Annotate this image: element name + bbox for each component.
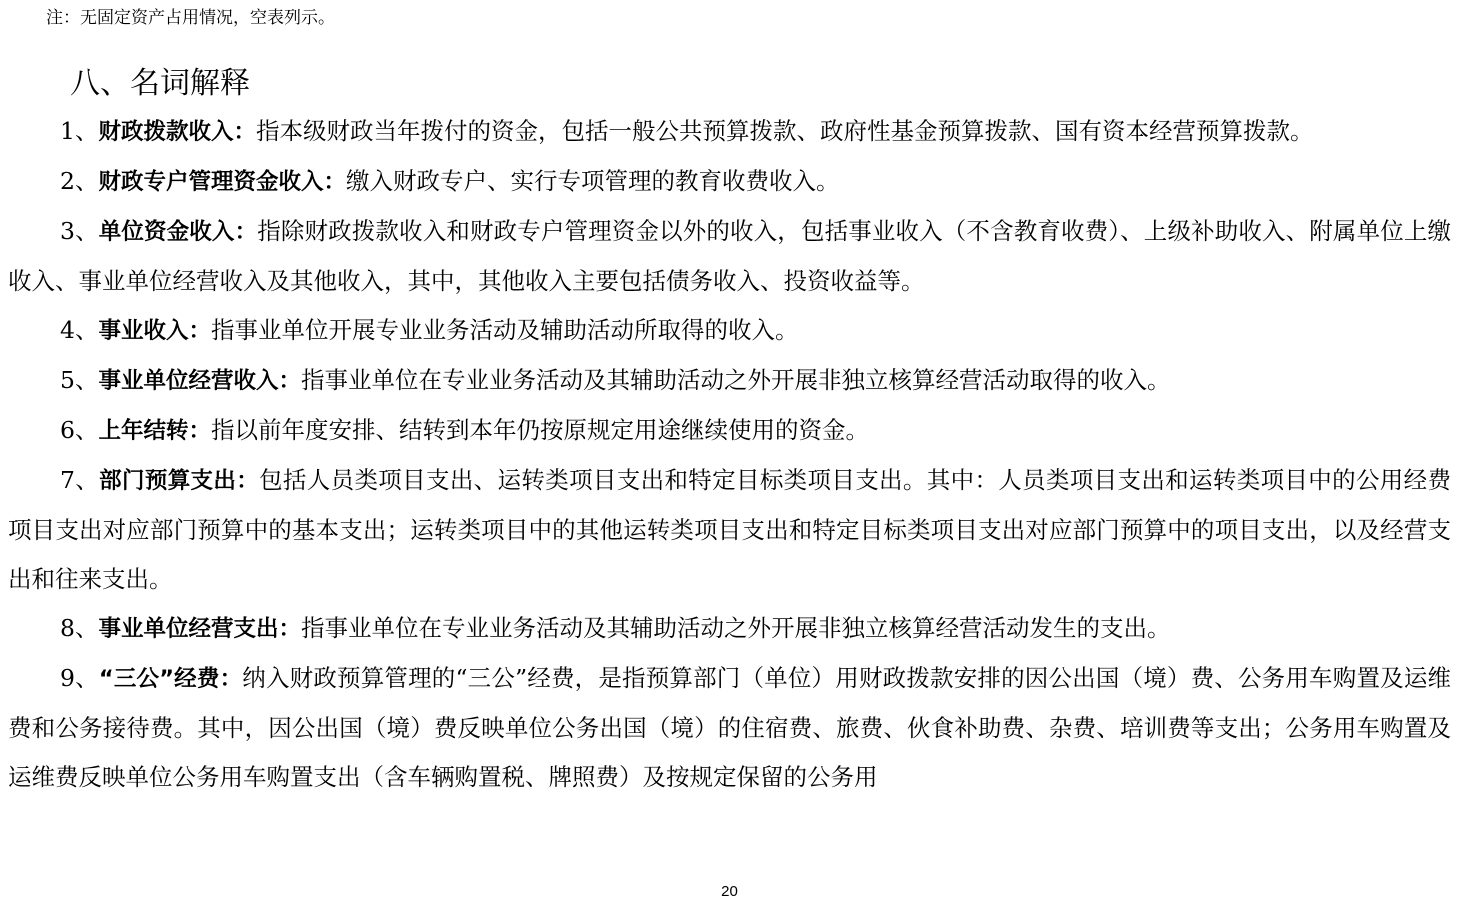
item-number: 4、 — [60, 316, 99, 344]
item-text: 缴入财政专户、实行专项管理的教育收费收入。 — [345, 167, 840, 195]
item-term: 财政拨款收入： — [98, 119, 256, 145]
item-number: 5、 — [60, 366, 99, 394]
glossary-item — [8, 456, 1451, 604]
item-term: “三公”经费： — [98, 666, 243, 692]
item-term: 上年结转： — [98, 418, 211, 444]
item-text: 指事业单位开展专业业务活动及辅助活动所取得的收入。 — [210, 316, 799, 344]
glossary-item — [8, 207, 1451, 306]
item-term: 财政专户管理资金收入： — [98, 169, 346, 195]
item-text: 指事业单位在专业业务活动及其辅助活动之外开展非独立核算经营活动发生的支出。 — [300, 614, 1171, 642]
item-number: 7、 — [60, 466, 100, 494]
item-term: 事业收入： — [98, 318, 211, 344]
glossary-item — [8, 306, 1451, 356]
item-number: 8、 — [60, 614, 99, 642]
item-term: 事业单位经营收入： — [98, 368, 301, 394]
item-number: 2、 — [60, 167, 99, 195]
glossary-body — [8, 107, 1451, 802]
item-number: 1、 — [60, 117, 99, 145]
table-note: 注：无固定资产占用情况，空表列示。 — [46, 8, 335, 28]
glossary-item — [8, 406, 1451, 456]
glossary-item — [8, 157, 1451, 207]
item-text: 指以前年度安排、结转到本年仍按原规定用途继续使用的资金。 — [210, 416, 869, 444]
item-text: 纳入财政预算管理的“三公”经费，是指预算部门（单位）用财政拨款安排的因公出国（境）费、公务用车购置及运维费和公务接待费。其中，因公出国（境）费反映单位公务出国（境）的住宿费、旅费、伙食补助费、杂费、培训费等支出；公务用车购置及运维费反映单位公务用车购置支出（含车辆购置税、牌照费）及按规定保留的公务用 — [8, 664, 1452, 791]
item-term: 单位资金收入： — [98, 219, 258, 245]
glossary-item — [8, 604, 1451, 654]
glossary-item — [8, 107, 1451, 157]
section-heading: 八、名词解释 — [70, 66, 250, 101]
item-number: 3、 — [60, 217, 99, 245]
item-text: 指事业单位在专业业务活动及其辅助活动之外开展非独立核算经营活动取得的收入。 — [300, 366, 1171, 394]
page-number: 20 — [721, 883, 738, 900]
item-number: 9、 — [60, 664, 99, 692]
item-text: 包括人员类项目支出、运转类项目支出和特定目标类项目支出。其中：人员类项目支出和运转类项目中的公用经费项目支出对应部门预算中的基本支出；运转类项目中的其他运转类项目支出和特定目标类项目支出对应部门预算中的项目支出，以及经营支出和往来支出。 — [8, 466, 1451, 593]
item-text: 指本级财政当年拨付的资金，包括一般公共预算拨款、政府性基金预算拨款、国有资本经营预算拨款。 — [255, 117, 1314, 145]
glossary-item — [8, 654, 1451, 802]
item-term: 部门预算支出： — [99, 468, 260, 494]
glossary-item — [8, 356, 1451, 406]
item-text: 指除财政拨款收入和财政专户管理资金以外的收入，包括事业收入（不含教育收费）、上级补助收入、附属单位上缴收入、事业单位经营收入及其他收入，其中，其他收入主要包括债务收入、投资收益等。 — [8, 217, 1451, 295]
item-number: 6、 — [60, 416, 99, 444]
item-term: 事业单位经营支出： — [98, 616, 301, 642]
